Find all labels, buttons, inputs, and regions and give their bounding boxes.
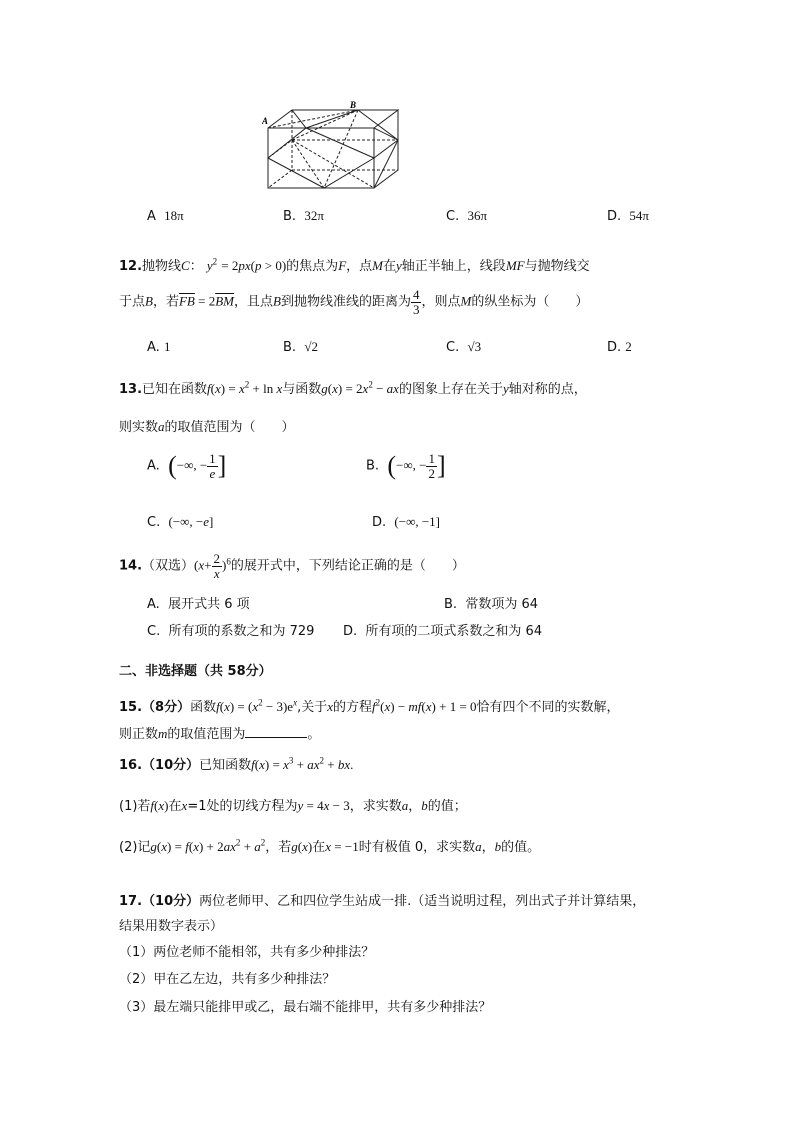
question-17-item-2: （2）甲在乙左边，共有多少种排法？ (119, 972, 336, 987)
question-12-line2: 于点B，若$\overline{FB} = 2\overline{BM}$，且点B到抛物线准线的距离为 $\frac{4}{3}$ ，则点M的纵坐标为（ ） (119, 287, 589, 317)
option-letter: A. (147, 597, 160, 612)
option-text: 常数项为 64 (465, 597, 539, 612)
question-15-line1: 15.（8分）函数$f(x) = (x^2 - 3)e^x$,关于x的方程$f^2(x) - mf(x) + 1 = 0$恰有四个不同的实数解， (119, 697, 620, 715)
text: 到抛物线准线的距离为 (280, 294, 411, 310)
question-15-line2: 则正数m的取值范围为 。 (119, 726, 321, 742)
text: =1处的切线方程为 (187, 799, 298, 814)
option-letter: A (147, 209, 156, 224)
q13-option-a[interactable]: A. (−∞, − $\frac{1}{e}$ ] (147, 450, 227, 481)
question-number: 16. (119, 758, 143, 773)
option-value: 36π (467, 208, 488, 223)
question-number: 13. (119, 382, 143, 397)
question-number: 17. (119, 894, 143, 909)
answer-blank[interactable] (245, 725, 307, 738)
text: 两位老师甲、乙和四位学生站成一排.（适当说明过程，列出式子并计算结果， (199, 894, 646, 909)
option-letter: A. (147, 458, 160, 474)
question-number: 15. (119, 700, 143, 715)
text: 的取值范围为 (167, 727, 246, 742)
text: ，点 (346, 259, 373, 274)
fraction (411, 288, 422, 316)
question-13-line2: 则实数a的取值范围为（ ） (119, 419, 295, 435)
text: 的纵坐标为（ ） (471, 294, 589, 310)
q14-option-c[interactable] (147, 620, 314, 639)
text: ， (481, 840, 495, 855)
option-letter: D. (607, 340, 622, 355)
text: 在 (312, 840, 326, 855)
text: ，求实数 (349, 799, 402, 814)
text: ，且点 (234, 294, 274, 310)
q13-option-c[interactable]: C. (−∞, −e] (147, 514, 214, 530)
option-b[interactable] (283, 208, 324, 224)
question-17-line1 (119, 890, 645, 909)
denominator: 3 (412, 301, 420, 317)
option-letter: A. (147, 340, 160, 355)
text: 已知在函数 (142, 382, 208, 397)
option-value: 2 (625, 339, 632, 354)
text: 与函数 (282, 382, 322, 397)
text: ，若 (265, 840, 292, 855)
text: 的值； (427, 799, 467, 814)
option-d[interactable] (607, 208, 649, 224)
option-text: 所有项的二项式系数之和为 64 (365, 624, 543, 639)
vertex-label-a: A (262, 116, 269, 126)
text: （双选） (142, 558, 195, 574)
option-letter: B. (366, 458, 380, 474)
text: 则实数 (119, 420, 159, 435)
text: 轴正半轴上，线段 (401, 259, 506, 274)
question-number: 14. (119, 558, 143, 574)
option-text: 所有项的系数之和为 729 (168, 624, 315, 639)
text: 时有极值 0，求实数 (358, 840, 476, 855)
question-17-item-3: （3）最左端只能排甲或乙，最右端不能排甲，共有多少种排法？ (119, 1000, 492, 1015)
q13-option-b[interactable]: B. (−∞, − $\frac{1}{2}$ ] (366, 450, 446, 481)
option-letter: C. (446, 340, 460, 355)
text: 的焦点为 (286, 259, 339, 274)
text: 的方程 (332, 700, 372, 715)
option-a[interactable] (147, 339, 170, 355)
option-d[interactable] (607, 339, 632, 355)
text: ， (408, 799, 422, 814)
numerator: 4 (412, 287, 420, 302)
text: 的展开式中，下列结论正确的是（ ） (230, 558, 465, 574)
text: (2)记 (119, 840, 151, 855)
text: 抛物线 (142, 259, 182, 274)
vertex-label-b: B (350, 100, 357, 110)
option-value: √2 (304, 339, 318, 354)
option-c[interactable] (446, 208, 487, 224)
option-letter: B. (283, 209, 297, 224)
option-text: 展开式共 6 项 (168, 597, 250, 612)
option-value: 54π (629, 208, 649, 223)
question-12-line1: 12.抛物线C： $y^2 = 2px(p > 0)$的焦点为F，点M在y轴正半轴上，线段MF与抛物线交 (119, 256, 590, 274)
score: （10分） (142, 894, 200, 909)
option-c[interactable] (446, 339, 481, 355)
q14-option-b[interactable] (444, 593, 538, 612)
text: ，若 (152, 294, 179, 310)
text: 已知函数 (199, 758, 252, 773)
geometry-figure (262, 100, 412, 196)
option-letter: D. (607, 209, 622, 224)
text: 的值。 (501, 840, 541, 855)
option-value: 32π (304, 208, 324, 223)
text: 在 (383, 259, 397, 274)
text: 函数 (190, 700, 217, 715)
text: ，则点 (421, 294, 461, 310)
text: 的图象上存在关于 (398, 382, 503, 397)
score: （10分） (142, 758, 200, 773)
option-letter: B. (444, 597, 458, 612)
option-value: 1 (163, 339, 171, 354)
text: 的取值范围为（ ） (164, 420, 295, 435)
text: 。 (307, 727, 321, 742)
question-16-part2: (2)记$g(x) = f(x) + 2ax^2 + a^2$，若g(x)在x = −1时有极值 0，求实数a，b的值。 (119, 837, 541, 855)
q14-option-d[interactable] (343, 620, 542, 639)
option-value: √3 (467, 339, 482, 354)
score: （8分） (142, 700, 191, 715)
option-value: 18π (164, 208, 184, 223)
question-13-line1: 13.已知在函数$f(x) = x^2 + \ln x$与函数$g(x) = 2x^2$ − ax的图象上存在关于y轴对称的点， (119, 379, 587, 397)
option-letter: C. (147, 624, 161, 639)
text: 于点 (119, 294, 146, 310)
q13-option-d[interactable]: D. (−∞, −1] (372, 514, 441, 530)
option-letter: C. (147, 515, 161, 530)
text: 在 (168, 799, 182, 814)
q14-option-a[interactable] (147, 593, 250, 612)
cuboid-diagram (262, 100, 412, 196)
text: 轴对称的点， (508, 382, 587, 397)
option-b[interactable] (283, 339, 318, 355)
question-17-line2: 结果用数字表示） (119, 919, 224, 934)
option-letter: D. (343, 624, 358, 639)
option-letter: B. (283, 340, 297, 355)
text: (1)若 (119, 799, 151, 814)
question-number: 12. (119, 259, 143, 274)
option-letter: C. (446, 209, 460, 224)
text: 恰有四个不同的实数解， (476, 700, 620, 715)
question-16-part1: (1)若f(x)在x=1处的切线方程为y = 4x − 3，求实数a，b的值； (119, 798, 467, 814)
question-14-stem: 14.（双选）(x+ $\frac{2}{x}$ )$^6$的展开式中，下列结论正确的是（ ） (119, 551, 465, 581)
text: ,关于 (297, 700, 328, 715)
option-a[interactable] (147, 208, 184, 224)
text: 则正数 (119, 727, 159, 742)
text: 与抛物线交 (524, 259, 590, 274)
option-letter: D. (372, 515, 387, 530)
section-title: 二、非选择题（共 58分） (119, 664, 272, 679)
question-16-stem: 16.（10分）已知函数$f(x) = x^3 + ax^2$ + bx. (119, 755, 354, 773)
question-17-item-1: （1）两位老师不能相邻，共有多少种排法？ (119, 945, 375, 960)
